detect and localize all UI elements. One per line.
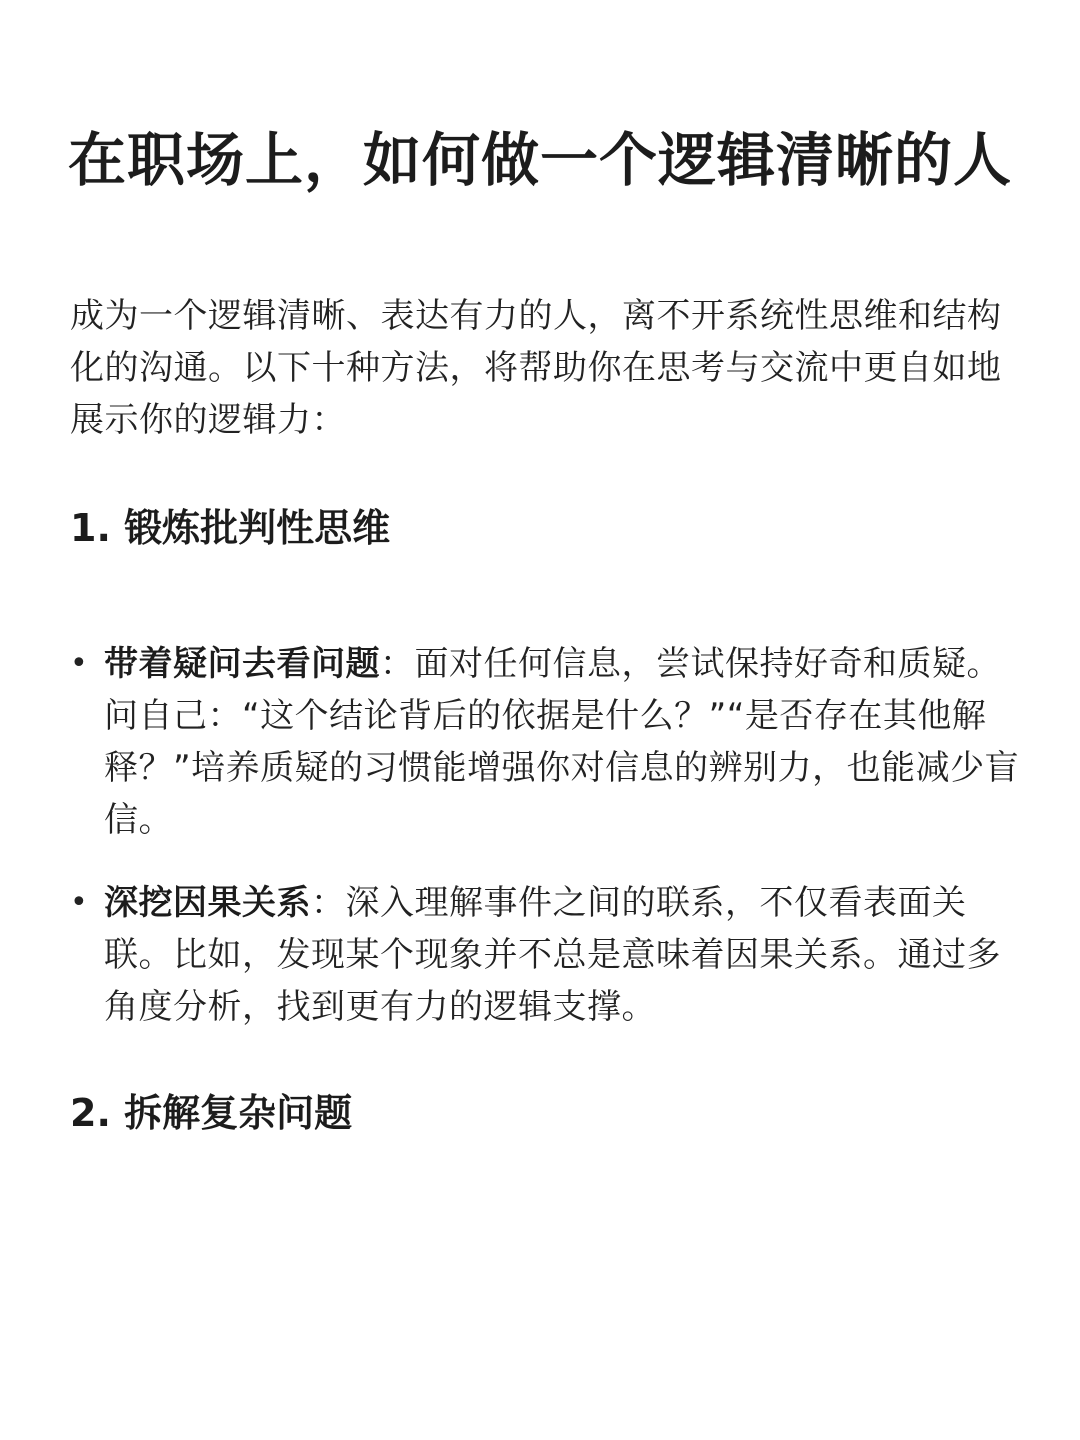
section-heading-1: 1. 锻炼批判性思维 xyxy=(70,506,391,550)
section-heading-2: 2. 拆解复杂问题 xyxy=(70,1091,353,1135)
intro-paragraph: 成为一个逻辑清晰、表达有力的人，离不开系统性思维和结构化的沟通。以下十种方法，将帮助你在思考与交流中更自如地展示你的逻辑力： xyxy=(70,296,1002,440)
list-item-separator: ： xyxy=(311,883,346,923)
bullet-dot: • xyxy=(70,646,89,681)
list-item xyxy=(70,638,1020,846)
list-item-text xyxy=(104,877,1020,1033)
list-item-separator: ： xyxy=(380,644,415,684)
page-title: 在职场上，如何做一个逻辑清晰的人 xyxy=(67,126,1012,194)
list-item-text xyxy=(104,638,1020,846)
list-item xyxy=(70,877,1020,1033)
list-item-lead: 深挖因果关系 xyxy=(104,883,311,923)
list-item-body: 面对任何信息，尝试保持好奇和质疑。问自己：“这个结论背后的依据是什么？”“是否存在其他解释？”培养质疑的习惯能增强你对信息的辨别力，也能减少盲信。 xyxy=(104,644,1020,840)
list-item-lead: 带着疑问去看问题 xyxy=(104,644,380,684)
list-item-body: 深入理解事件之间的联系，不仅看表面关联。比如，发现某个现象并不总是意味着因果关系。通过多角度分析，找到更有力的逻辑支撑。 xyxy=(104,883,1001,1027)
bullet-dot: • xyxy=(70,885,89,920)
